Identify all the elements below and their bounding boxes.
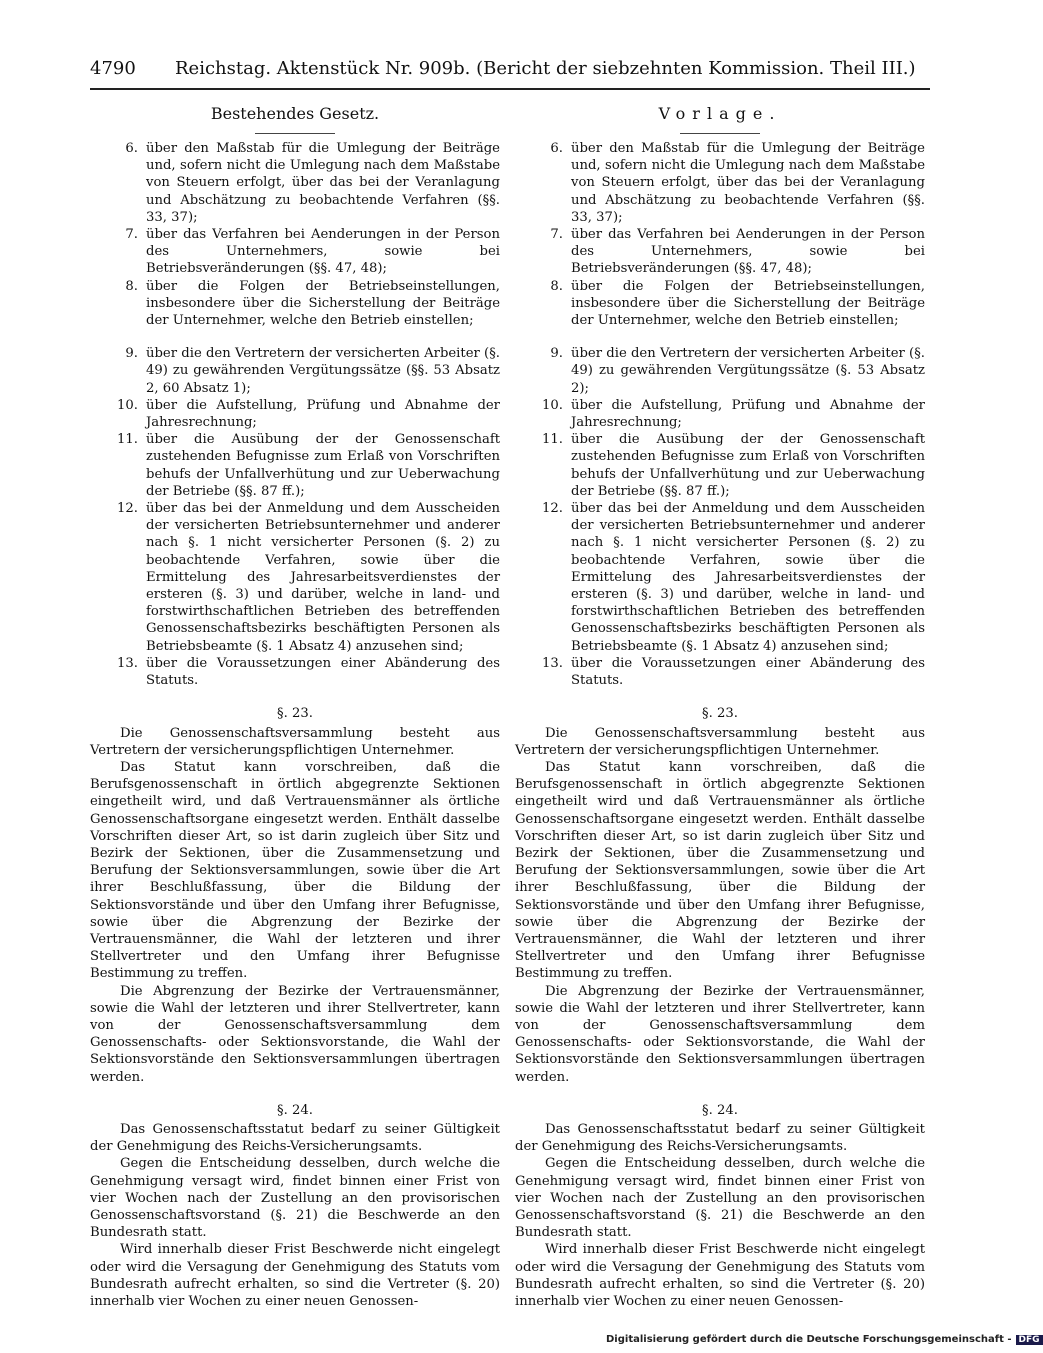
list-item: 10. über die Aufstellung, Prüfung und Abnahme der Jahresrechnung; — [117, 397, 500, 431]
paragraph: Die Abgrenzung der Bezirke der Vertrauensmänner, sowie die Wahl der letzteren und ihrer Stellvertreter, kann von der Genossenschaftsversammlung dem Genossenschafts- oder Sektionsvorstande, die Wahl der Sektionsvorstände den Sektionsversammlungen übertragen werden. — [515, 983, 925, 1085]
list-item: 8. über die Folgen der Betriebseinstellungen, insbesondere über die Sicherstellung der Beiträge der Unternehmer, welche den Betrieb einstellen; — [125, 278, 500, 329]
paragraph: Wird innerhalb dieser Frist Beschwerde nicht eingelegt oder wird die Versagung der Genehmigung des Statuts vom Bundesrath aufrecht erhalten, so sind die Vertreter (§. 20) innerhalb vier Wochen zu einer neuen Genossen- — [515, 1242, 925, 1309]
credit-text: Digitalisierung gefördert durch die Deutsche Forschungsgemeinschaft - — [606, 1334, 1012, 1345]
header-rule — [90, 88, 930, 90]
title-rule — [680, 133, 760, 134]
paragraph: Die Genossenschaftsversammlung besteht aus Vertretern der versicherungspflichtigen Unternehmer. — [90, 725, 500, 758]
list-item: 12. über das bei der Anmeldung und dem Ausscheiden der versicherten Betriebsunternehmer und anderer nach §. 1 nicht versicherter Personen (§. 2) zu beobachtende Verfahren, sowie über die Ermittelung des Jahresarbeitsverdienstes der ersteren (§. 3) und darüber, welche in land- und forstwirthschaftlichen Betrieben des betreffenden Genossenschaftsbezirks beschäftigten Personen als Betriebsbeamte (§. 1 Absatz 4) anzusehen sind; — [542, 501, 925, 654]
list-b — [515, 345, 925, 689]
left-column — [90, 105, 500, 1310]
paragraph: Gegen die Entscheidung desselben, durch welche die Genehmigung versagt wird, findet binnen einer Frist von vier Wochen nach der Zustellung an den provisorischen Genossenschaftsvorstand (§. 21) die Beschwerde an den Bundesrath statt. — [90, 1156, 500, 1241]
digitization-credit — [606, 1334, 1043, 1345]
paragraph: Das Genossenschaftsstatut bedarf zu seiner Gültigkeit der Genehmigung des Reichs-Versicherungsamts. — [515, 1121, 925, 1155]
paragraph: Das Statut kann vorschreiben, daß die Berufsgenossenschaft in örtlich abgegrenzte Sektionen eingetheilt wird, und daß Vertrauensmänner als örtliche Genossenschaftsorgane eingesetzt werden. Enthält dasselbe Vorschriften dieser Art, so ist darin zugleich über Sitz und Bezirk der Sektionen, über die Zusammensetzung und Berufung der Sektionsversammlungen, sowie über die Art ihrer Beschlußfassung, über die Bildung der Sektionsvorstände und über den Umfang ihrer Befugnisse, sowie über die Abgrenzung der Bezirke der Vertrauensmänner, die Wahl der letzteren und ihrer Stellvertreter und den Umfang ihrer Befugnisse Bestimmung zu treffen. — [90, 759, 500, 982]
column-title: Vorlage. — [658, 104, 782, 123]
list-item: 7. über das Verfahren bei Aenderungen in der Person des Unternehmers, sowie bei Betriebsveränderungen (§§. 47, 48); — [550, 227, 925, 277]
page-header — [90, 58, 930, 82]
title-rule — [255, 133, 335, 134]
column-title: Bestehendes Gesetz. — [210, 104, 380, 123]
list-item: 13. über die Voraussetzungen einer Abänderung des Statuts. — [117, 655, 500, 689]
paragraph: Wird innerhalb dieser Frist Beschwerde nicht eingelegt oder wird die Versagung der Genehmigung des Statuts vom Bundesrath aufrecht erhalten, so sind die Vertreter (§. 20) innerhalb vier Wochen zu einer neuen Genossen- — [90, 1242, 500, 1309]
right-column — [515, 105, 925, 1310]
list-item: 7. über das Verfahren bei Aenderungen in der Person des Unternehmers, sowie bei Betriebsveränderungen (§§. 47, 48); — [125, 227, 500, 277]
list-item: 12. über das bei der Anmeldung und dem Ausscheiden der versicherten Betriebsunternehmer und anderer nach §. 1 nicht versicherter Personen (§. 2) zu beobachtende Verfahren, sowie über die Ermittelung des Jahresarbeitsverdienstes der ersteren (§. 3) und darüber, welche in land- und forstwirthschaftlichen Betrieben des betreffenden Genossenschaftsbezirks beschäftigten Personen als Betriebsbeamte (§. 1 Absatz 4) anzusehen sind; — [117, 501, 500, 654]
paragraph: Gegen die Entscheidung desselben, durch welche die Genehmigung versagt wird, findet binnen einer Frist von vier Wochen nach der Zustellung an den provisorischen Genossenschaftsvorstand (§. 21) die Beschwerde an den Bundesrath statt. — [515, 1156, 925, 1241]
paragraph: Die Genossenschaftsversammlung besteht aus Vertretern der versicherungspflichtigen Unternehmer. — [515, 725, 925, 758]
page-number: 4790 — [90, 58, 136, 79]
list-item: 9. über die den Vertretern der versicherten Arbeiter (§. 49) zu gewährenden Vergütungssätze (§§. 53 Absatz 2, 60 Absatz 1); — [125, 346, 500, 396]
section-heading: §. 23. — [277, 706, 313, 722]
section-heading: §. 24. — [702, 1102, 738, 1118]
list-item: 11. über die Ausübung der der Genossenschaft zustehenden Befugnisse zum Erlaß von Vorschriften behufs der Unfallverhütung und zur Ueberwachung der Betriebe (§§. 87 ff.); — [117, 432, 500, 499]
section-heading: §. 23. — [702, 706, 738, 722]
list-item: 6. über den Maßstab für die Umlegung der Beiträge und, sofern nicht die Umlegung nach dem Maßstabe von Steuern erfolgt, über das bei der Veranlagung und Abschätzung zu beobachtende Verfahren (§§. 33, 37); — [125, 141, 500, 225]
paragraph: Das Genossenschaftsstatut bedarf zu seiner Gültigkeit der Genehmigung des Reichs-Versicherungsamts. — [90, 1121, 500, 1155]
running-title: Reichstag. Aktenstück Nr. 909b. (Bericht der siebzehnten Kommission. Theil III.) — [175, 58, 916, 79]
paragraph: Das Statut kann vorschreiben, daß die Berufsgenossenschaft in örtlich abgegrenzte Sektionen eingetheilt wird und daß Vertrauensmänner als örtliche Genossenschaftsorgane eingesetzt werden. Enthält dasselbe Vorschriften dieser Art, so ist darin zugleich über Sitz und Bezirk der Sektionen, über die Zusammensetzung und Berufung der Sektionsversammlungen, sowie über die Art ihrer Beschlußfassung, über die Bildung der Sektionsvorstände und über den Umfang ihrer Befugnisse, sowie über die Abgrenzung der Bezirke der Vertrauensmänner, die Wahl der letzteren und ihrer Stellvertreter und den Umfang ihrer Befugnisse Bestimmung zu treffen. — [515, 759, 925, 982]
list-item: 6. über den Maßstab für die Umlegung der Beiträge und, sofern nicht die Umlegung nach dem Maßstabe von Steuern erfolgt, über das bei der Veranlagung und Abschätzung zu beobachtende Verfahren (§§. 33, 37); — [550, 141, 925, 225]
list-a — [90, 140, 500, 329]
list-item: 13. über die Voraussetzungen einer Abänderung des Statuts. — [542, 655, 925, 689]
list-item: 8. über die Folgen der Betriebseinstellungen, insbesondere über die Sicherstellung der Beiträge der Unternehmer, welche den Betrieb einstellen; — [550, 278, 925, 329]
paragraph: Die Abgrenzung der Bezirke der Vertrauensmänner, sowie die Wahl der letzteren und ihrer Stellvertreter, kann von der Genossenschaftsversammlung dem Genossenschafts- oder Sektionsvorstande, die Wahl der Sektionsvorstände den Sektionsversammlungen übertragen werden. — [90, 983, 500, 1085]
list-a — [515, 140, 925, 329]
list-b — [90, 345, 500, 689]
list-item: 9. über die den Vertretern der versicherten Arbeiter (§. 49) zu gewährenden Vergütungssätze (§. 53 Absatz 2); — [550, 346, 925, 396]
list-item: 11. über die Ausübung der der Genossenschaft zustehenden Befugnisse zum Erlaß von Vorschriften behufs der Unfallverhütung und zur Ueberwachung der Betriebe (§§. 87 ff.); — [542, 432, 925, 499]
section-heading: §. 24. — [277, 1102, 313, 1118]
list-item: 10. über die Aufstellung, Prüfung und Abnahme der Jahresrechnung; — [542, 397, 925, 431]
dfg-logo-icon: DFG — [1016, 1335, 1043, 1345]
